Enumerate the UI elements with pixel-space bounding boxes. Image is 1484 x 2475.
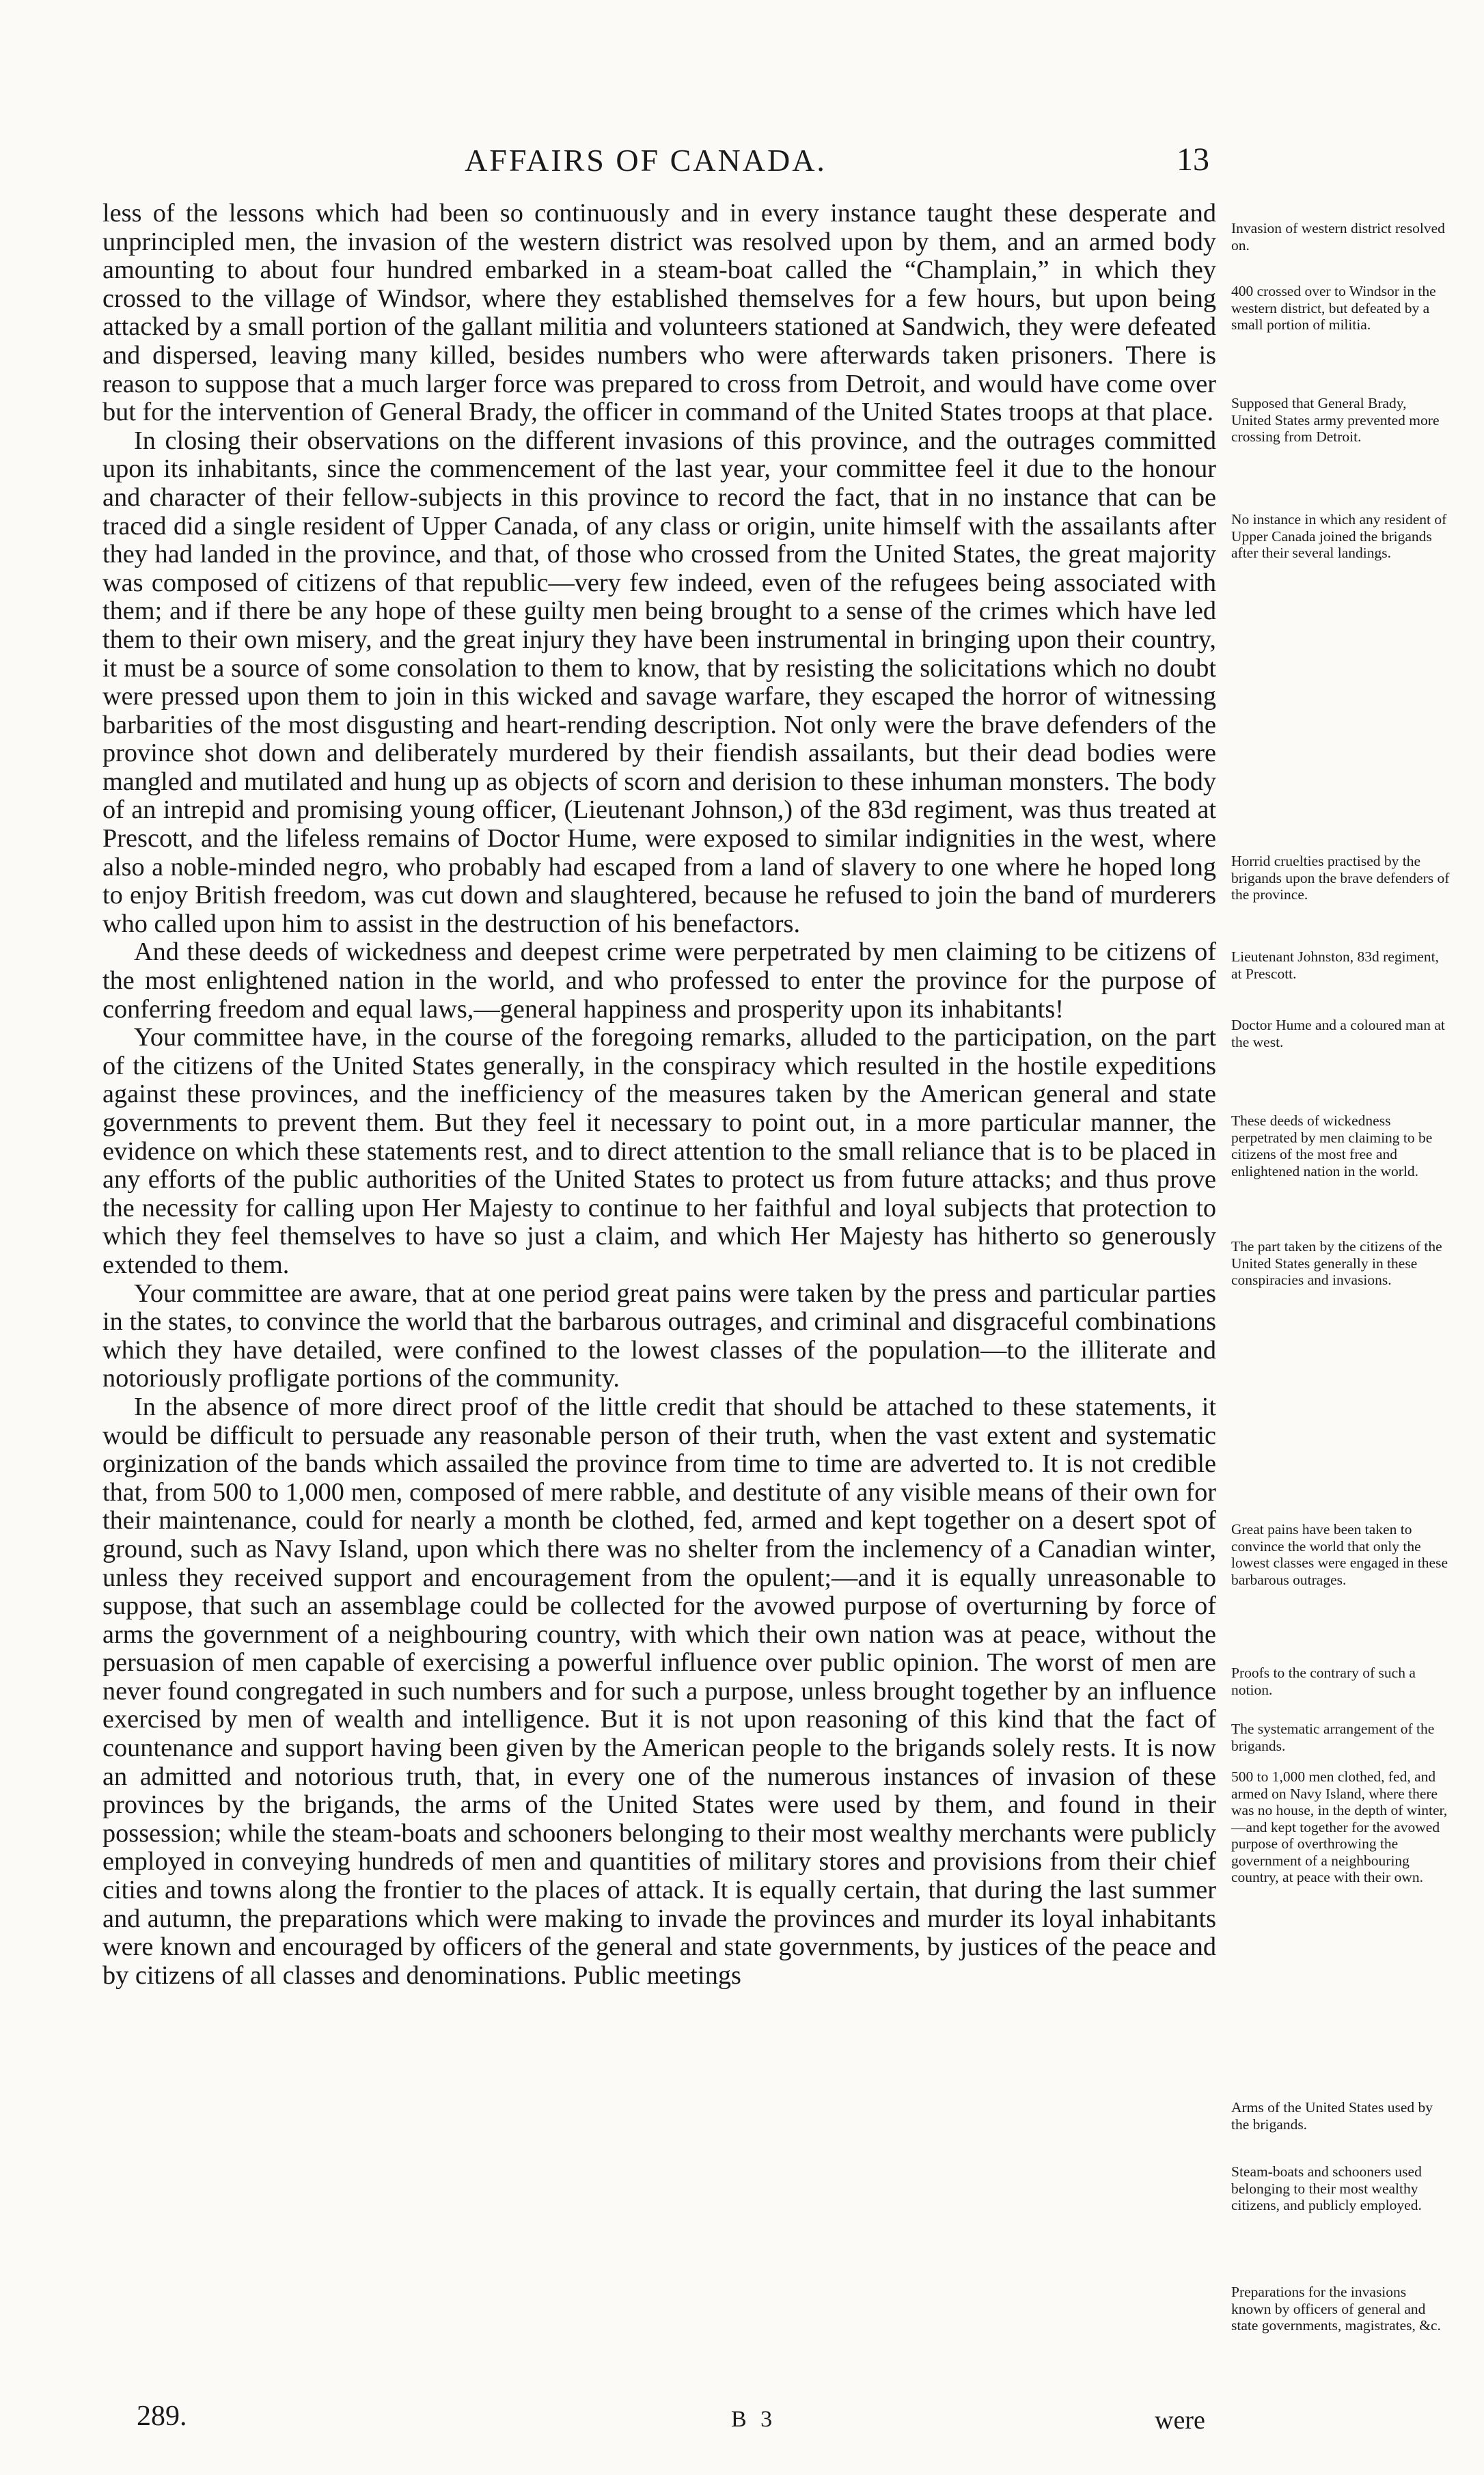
margin-note: Horrid cruelties practised by the brigands upon the brave defenders of the province.: [1231, 853, 1450, 903]
margin-note: The part taken by the citizens of the United States generally in these conspiracies and invasions.: [1231, 1238, 1442, 1288]
paragraph: Your committee are aware, that at one period great pains were taken by the press and particular parties in the states, to convince the world that the barbarous outrages, and criminal and disgraceful combinations which they have detailed, were confined to the lowest classes of the population—to the illiterate and notoriously profligate portions of the community.: [102, 1278, 1216, 1393]
page-number: 13: [1177, 141, 1209, 178]
margin-note: The systematic arrangement of the brigands.: [1231, 1721, 1435, 1754]
margin-note: Lieutenant Johnston, 83d regiment, at Prescott.: [1231, 948, 1439, 982]
margin-note: Great pains have been taken to convince the world that only the lowest classes were engaged in these barbarous outrages.: [1231, 1521, 1448, 1588]
margin-note: No instance in which any resident of Upper Canada joined the brigands after their several landings.: [1231, 511, 1447, 561]
paragraph: In closing their observations on the different invasions of this province, and the outrages committed upon its inhabitants, since the commencement of the last year, your committee feel it due to the honour and character of their fellow-subjects in this province to record the fact, that in no instance that can be traced did a single resident of Upper Canada, of any class or origin, unite himself with the assailants after they had landed in the province, and that, of those who crossed from the United States, the great majority was composed of citizens of that republic—very few indeed, even of the refugees being associated with them; and if there be any hope of these guilty men being brought to a sense of the crimes which have led them to their own misery, and the great injury they have been instrumental in bringing upon their country, it must be a source of some consolation to them to know, that by resisting the solicitations which no doubt were pressed upon them to join in this wicked and savage warfare, they escaped the horror of witnessing barbarities of the most disgusting and heart-rending description. Not only were the brave defenders of the province shot down and deliberately murdered by their fiendish assailants, but their dead bodies were mangled and mutilated and hung up as objects of scorn and derision to these inhuman monsters. The body of an intrepid and promising young officer, (Lieutenant Johnson,) of the 83d regiment, was thus treated at Prescott, and the lifeless remains of Doctor Hume, were exposed to similar indignities in the west, where also a noble-minded negro, who probably had escaped from a land of slavery to one where he hoped long to enjoy British freedom, was cut down and slaughtered, because he refused to join the band of murderers who called upon him to assist in the destruction of his benefactors.: [102, 426, 1216, 938]
main-text-column: [102, 200, 1216, 1990]
running-header-title: AFFAIRS OF CANADA.: [465, 143, 827, 178]
footer-signature-mark: B 3: [731, 2407, 777, 2432]
paragraph: less of the lessons which had been so continuously and in every instance taught these desperate and unprincipled men, the invasion of the western district was resolved upon by them, and an armed body amounting to about four hundred embarked in a steam-boat called the “Champlain,” in which they crossed to the village of Windsor, where they established themselves for a few hours, but upon being attacked by a small portion of the gallant militia and volunteers stationed at Sandwich, they were defeated and dispersed, leaving many killed, besides numbers who were afterwards taken prisoners. There is reason to suppose that a much larger force was prepared to cross from Detroit, and would have come over but for the intervention of General Brady, the officer in command of the United States troops at that place.: [102, 199, 1216, 427]
paragraph: Your committee have, in the course of the foregoing remarks, alluded to the participation, on the part of the citizens of the United States generally, in the conspiracy which resulted in the hostile expeditions against these provinces, and the inefficiency of the measures taken by the American general and state governments to prevent them. But they feel it necessary to point out, in a more particular manner, the evidence on which these statements rest, and to direct attention to the small reliance that is to be placed in any efforts of the public authorities of the United States to protect us from future attacks; and thus prove the necessity for calling upon Her Majesty to continue to her faithful and loyal subjects that protection to which they feel themselves to have so just a claim, and which Her Majesty has hitherto so generously extended to them.: [102, 1023, 1216, 1279]
margin-note: Steam-boats and schooners used belonging to their most wealthy citizens, and publicly employed.: [1231, 2163, 1422, 2213]
margin-note: Arms of the United States used by the brigands.: [1231, 2099, 1433, 2133]
margin-note: Supposed that General Brady, United States army prevented more crossing from Detroit.: [1231, 395, 1440, 445]
paragraph: And these deeds of wickedness and deepest crime were perpetrated by men claiming to be citizens of the most enlightened nation in the world, and who professed to enter the province for the purpose of conferring freedom and equal laws,—general happiness and prosperity upon its inhabitants!: [102, 938, 1216, 1024]
footer-signature-number: 289.: [137, 2401, 187, 2432]
margin-note: Invasion of western district resolved on.: [1231, 220, 1445, 254]
margin-note: Doctor Hume and a coloured man at the west.: [1231, 1017, 1445, 1050]
catchword: were: [1155, 2406, 1205, 2435]
margin-note: 400 crossed over to Windsor in the western district, but defeated by a small portion of militia.: [1231, 283, 1436, 333]
margin-note: 500 to 1,000 men clothed, fed, and armed on Navy Island, where there was no house, in the depth of winter,—and kept together for the avowed purpose of overthrowing the government of a neighbouring country, at peace with their own.: [1231, 1768, 1448, 1885]
paragraph: In the absence of more direct proof of the little credit that should be attached to these statements, it would be difficult to persuade any reasonable person of their truth, when the vast extent and systematic orginization of the bands which assailed the province from time to time are adverted to. It is not credible that, from 500 to 1,000 men, composed of mere rabble, and destitute of any visible means of their own for their maintenance, could for nearly a month be clothed, fed, armed and kept together on a desert spot of ground, such as Navy Island, upon which there was no shelter from the inclemency of a Canadian winter, unless they received support and encouragement from the opulent;—and it is equally unreasonable to suppose, that such an assemblage could be collected for the avowed purpose of overturning by force of arms the government of a neighbouring country, with which their own nation was at peace, without the persuasion of men capable of exercising a powerful influence over public opinion. The worst of men are never found congregated in such numbers and for such a purpose, unless brought together by an influence exercised by men of wealth and intelligence. But it is not upon reasoning of this kind that the fact of countenance and support having been given by the American people to the brigands solely rests. It is now an admitted and notorious truth, that, in every one of the numerous instances of invasion of these provinces by the brigands, the arms of the United States were used by them, and found in their possession; while the steam-boats and schooners belonging to their most wealthy merchants were publicly employed in conveying hundreds of men and quantities of military stores and provisions from their chief cities and towns along the frontier to the places of attack. It is equally certain, that during the last summer and autumn, the preparations which were making to invade the provinces and murder its loyal inhabitants were known and encouraged by officers of the general and state governments, by justices of the peace and by citizens of all classes and denominations. Public meetings: [102, 1392, 1216, 1990]
margin-note: Proofs to the contrary of such a notion.: [1231, 1665, 1416, 1698]
margin-note: These deeds of wickedness perpetrated by men claiming to be citizens of the most free and enlightened nation in the world.: [1231, 1112, 1433, 1179]
margin-note: Preparations for the invasions known by officers of general and state governments, magistrates, &c.: [1231, 2284, 1441, 2334]
